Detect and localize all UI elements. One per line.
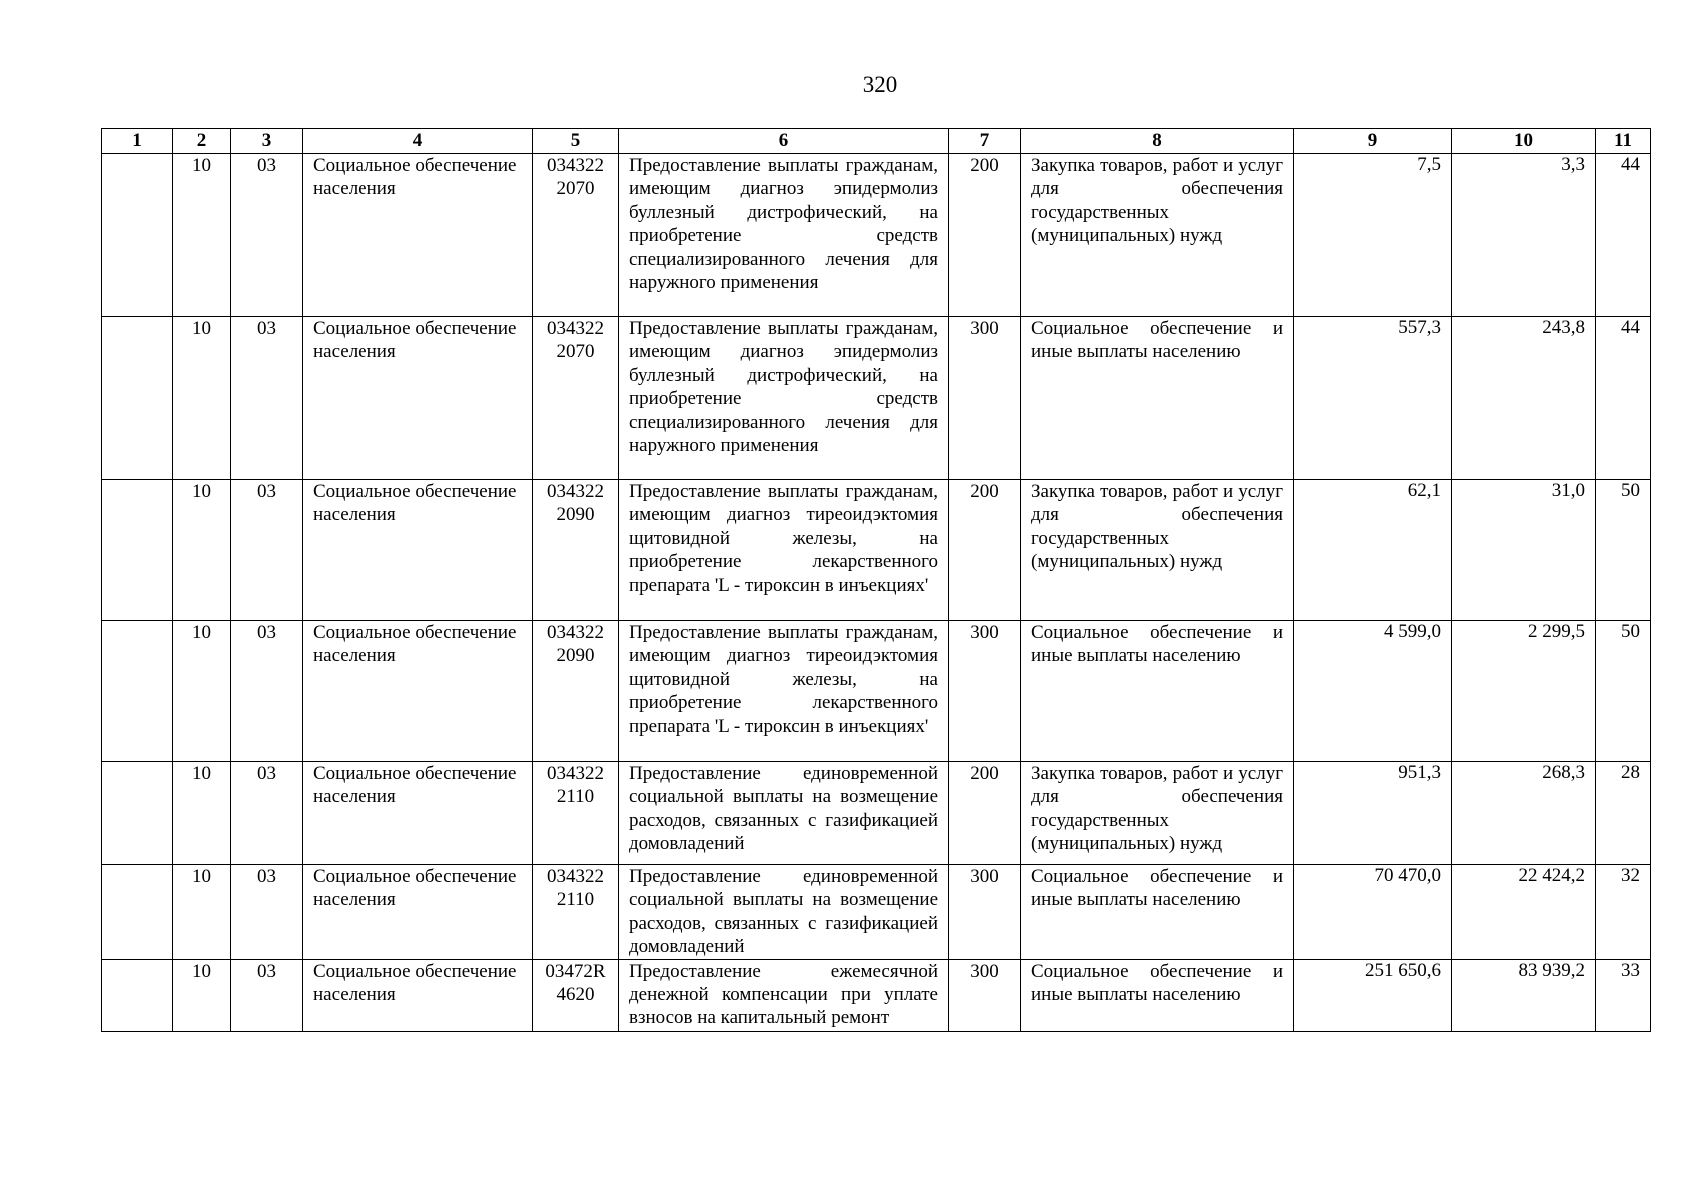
cell-expense-name: Социальное обеспечение и иные выплаты населению: [1021, 959, 1294, 1031]
cell-amount-actual: 22 424,2: [1452, 865, 1596, 960]
cell-expense-type: 300: [949, 959, 1021, 1031]
cell-col1: [102, 865, 173, 960]
cell-col1: [102, 317, 173, 480]
cell-section: 10: [173, 154, 231, 317]
cell-section-name: Социальное обеспечение населения: [303, 317, 533, 480]
table-row: [102, 959, 1651, 1031]
table-row: [102, 865, 1651, 960]
cell-amount-actual: 83 939,2: [1452, 959, 1596, 1031]
cell-col1: [102, 762, 173, 865]
column-header: 9: [1294, 129, 1452, 154]
cell-expense-type: 200: [949, 762, 1021, 865]
cell-section: 10: [173, 621, 231, 762]
cell-section-name: Социальное обеспечение населения: [303, 959, 533, 1031]
budget-table: [101, 128, 1651, 1032]
cell-section-name: Социальное обеспечение населения: [303, 865, 533, 960]
cell-col1: [102, 480, 173, 621]
column-header: 11: [1596, 129, 1651, 154]
cell-section: 10: [173, 762, 231, 865]
cell-section-name: Социальное обеспечение населения: [303, 762, 533, 865]
cell-amount-plan: 70 470,0: [1294, 865, 1452, 960]
cell-subsection: 03: [231, 621, 303, 762]
column-header: 7: [949, 129, 1021, 154]
cell-target-name: Предоставление единовременной социальной выплаты на возмещение расходов, связанных с газификацией домовладений: [619, 762, 949, 865]
cell-amount-plan: 251 650,6: [1294, 959, 1452, 1031]
cell-section-name: Социальное обеспечение населения: [303, 480, 533, 621]
cell-percent: 32: [1596, 865, 1651, 960]
cell-target-code: 0343222110: [533, 762, 619, 865]
cell-amount-plan: 4 599,0: [1294, 621, 1452, 762]
cell-amount-actual: 2 299,5: [1452, 621, 1596, 762]
cell-amount-actual: 31,0: [1452, 480, 1596, 621]
cell-target-name: Предоставление единовременной социальной выплаты на возмещение расходов, связанных с газификацией домовладений: [619, 865, 949, 960]
column-header: 4: [303, 129, 533, 154]
cell-section: 10: [173, 959, 231, 1031]
cell-amount-plan: 557,3: [1294, 317, 1452, 480]
cell-subsection: 03: [231, 762, 303, 865]
cell-subsection: 03: [231, 865, 303, 960]
cell-percent: 33: [1596, 959, 1651, 1031]
cell-col1: [102, 959, 173, 1031]
cell-subsection: 03: [231, 154, 303, 317]
cell-percent: 50: [1596, 621, 1651, 762]
column-header: 2: [173, 129, 231, 154]
cell-expense-type: 200: [949, 480, 1021, 621]
cell-amount-plan: 62,1: [1294, 480, 1452, 621]
cell-percent: 44: [1596, 154, 1651, 317]
table-row: [102, 621, 1651, 762]
column-header: 3: [231, 129, 303, 154]
cell-target-code: 0343222090: [533, 621, 619, 762]
table-row: [102, 480, 1651, 621]
cell-target-code: 03472R4620: [533, 959, 619, 1031]
header-row: [102, 129, 1651, 154]
column-header: 5: [533, 129, 619, 154]
cell-percent: 44: [1596, 317, 1651, 480]
cell-section-name: Социальное обеспечение населения: [303, 154, 533, 317]
cell-amount-actual: 268,3: [1452, 762, 1596, 865]
cell-amount-plan: 951,3: [1294, 762, 1452, 865]
table-row: [102, 317, 1651, 480]
table-row: [102, 762, 1651, 865]
cell-target-name: Предоставление выплаты гражданам, имеющим диагноз эпидермолиз буллезный дистрофический, на приобретение средств специализированного лечения для наружного применения: [619, 154, 949, 317]
cell-subsection: 03: [231, 317, 303, 480]
cell-subsection: 03: [231, 959, 303, 1031]
cell-target-name: Предоставление выплаты гражданам, имеющим диагноз эпидермолиз буллезный дистрофический, на приобретение средств специализированного лечения для наружного применения: [619, 317, 949, 480]
cell-target-code: 0343222090: [533, 480, 619, 621]
cell-expense-type: 300: [949, 865, 1021, 960]
cell-section: 10: [173, 480, 231, 621]
column-header: 1: [102, 129, 173, 154]
cell-amount-plan: 7,5: [1294, 154, 1452, 317]
cell-amount-actual: 3,3: [1452, 154, 1596, 317]
cell-target-code: 0343222110: [533, 865, 619, 960]
cell-section: 10: [173, 317, 231, 480]
cell-expense-name: Социальное обеспечение и иные выплаты населению: [1021, 621, 1294, 762]
cell-target-name: Предоставление выплаты гражданам, имеющим диагноз тиреоидэктомия щитовидной железы, на приобретение лекарственного препарата 'L - тироксин в инъекциях': [619, 480, 949, 621]
cell-section: 10: [173, 865, 231, 960]
cell-col1: [102, 621, 173, 762]
cell-expense-name: Закупка товаров, работ и услуг для обеспечения государственных (муниципальных) нужд: [1021, 762, 1294, 865]
cell-section-name: Социальное обеспечение населения: [303, 621, 533, 762]
cell-expense-type: 300: [949, 621, 1021, 762]
cell-amount-actual: 243,8: [1452, 317, 1596, 480]
cell-expense-name: Социальное обеспечение и иные выплаты населению: [1021, 317, 1294, 480]
cell-target-name: Предоставление ежемесячной денежной компенсации при уплате взносов на капитальный ремонт: [619, 959, 949, 1031]
cell-target-name: Предоставление выплаты гражданам, имеющим диагноз тиреоидэктомия щитовидной железы, на приобретение лекарственного препарата 'L - тироксин в инъекциях': [619, 621, 949, 762]
cell-target-code: 0343222070: [533, 317, 619, 480]
page-number: 320: [862, 72, 898, 97]
column-header: 8: [1021, 129, 1294, 154]
cell-percent: 50: [1596, 480, 1651, 621]
column-header: 10: [1452, 129, 1596, 154]
cell-percent: 28: [1596, 762, 1651, 865]
cell-expense-name: Социальное обеспечение и иные выплаты населению: [1021, 865, 1294, 960]
cell-subsection: 03: [231, 480, 303, 621]
cell-expense-type: 200: [949, 154, 1021, 317]
table-row: [102, 154, 1651, 317]
cell-expense-name: Закупка товаров, работ и услуг для обеспечения государственных (муниципальных) нужд: [1021, 480, 1294, 621]
column-header: 6: [619, 129, 949, 154]
cell-target-code: 0343222070: [533, 154, 619, 317]
cell-expense-name: Закупка товаров, работ и услуг для обеспечения государственных (муниципальных) нужд: [1021, 154, 1294, 317]
cell-expense-type: 300: [949, 317, 1021, 480]
cell-col1: [102, 154, 173, 317]
